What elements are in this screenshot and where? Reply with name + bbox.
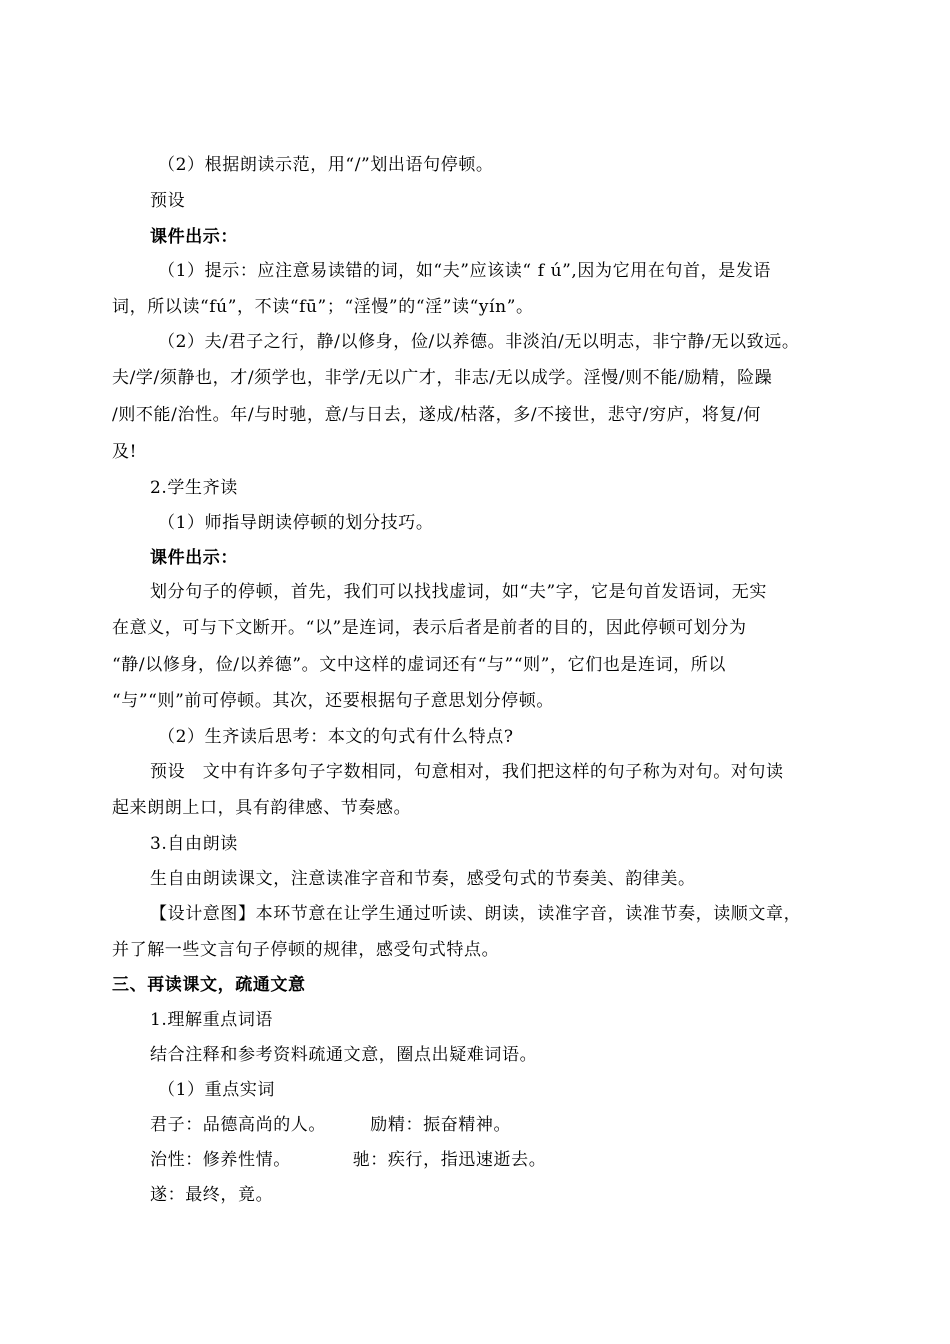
- heading-courseware: 课件出示：: [150, 548, 238, 568]
- section-heading: 3.自由朗读: [150, 834, 238, 854]
- text-line: 生自由朗读课文，注意读准字音和节奏，感受句式的节奏美、韵律美。: [150, 869, 696, 889]
- text-line: 划分句子的停顿，首先，我们可以找找虚词，如“夫”字，它是句首发语词，无实: [150, 582, 767, 602]
- text-line: 词，所以读“fú”，不读“fū”；“淫慢”的“淫”读“yín”。: [112, 297, 534, 317]
- text-line: （1）师指导朗读停顿的划分技巧。: [158, 513, 434, 533]
- vocab-line: 治性：修养性情。 驰：疾行，指迅速逝去。: [150, 1150, 547, 1170]
- design-intent: 【设计意图】本环节意在让学生通过听读、朗读，读准字音，读准节奏，读顺文章，: [150, 904, 802, 924]
- text-line: 预设 文中有许多句子字数相同，句意相对，我们把这样的句子称为对句。对句读: [150, 762, 784, 782]
- section-title: 三、再读课文，疏通文意: [112, 975, 306, 995]
- text-line: “静/以修身，俭/以养德”。文中这样的虚词还有“与”“则”，它们也是连词，所以: [112, 655, 726, 675]
- text-line: （2）根据朗读示范，用“/”划出语句停顿。: [158, 155, 494, 175]
- text-line: （2）生齐读后思考：本文的句式有什么特点?: [158, 727, 514, 747]
- text-line: （2）夫/君子之行，静/以修身，俭/以养德。非淡泊/无以明志，非宁静/无以致远。: [158, 332, 800, 352]
- text-line: （1）重点实词: [158, 1080, 276, 1100]
- text-line: “与”“则”前可停顿。其次，还要根据句子意思划分停顿。: [112, 691, 554, 711]
- text-line: （1）提示：应注意易读错的词，如“夫”应该读“ f ú”,因为它用在句首，是发语: [158, 261, 772, 281]
- text-line: 在意义，可与下文断开。“以”是连词，表示后者是前者的目的，因此停顿可划分为: [112, 618, 747, 638]
- heading-courseware: 课件出示：: [150, 227, 238, 247]
- section-heading: 2.学生齐读: [150, 478, 238, 498]
- section-heading: 1.理解重点词语: [150, 1010, 274, 1030]
- text-line: /则不能/治性。年/与时驰，意/与日去，遂成/枯落，多/不接世，悲守/穷庐，将复/何: [112, 405, 762, 425]
- text-line: 起来朗朗上口，具有韵律感、节奏感。: [112, 798, 412, 818]
- text-line: 预设: [150, 191, 186, 211]
- vocab-line: 遂：最终，竟。: [150, 1185, 274, 1205]
- text-line: 结合注释和参考资料疏通文意，圈点出疑难词语。: [150, 1045, 538, 1065]
- text-line: 并了解一些文言句子停顿的规律，感受句式特点。: [112, 940, 500, 960]
- vocab-line: 君子：品德高尚的人。 励精：振奋精神。: [150, 1115, 512, 1135]
- text-line: 及!: [112, 442, 138, 462]
- text-line: 夫/学/须静也，才/须学也，非学/无以广才，非志/无以成学。淫慢/则不能/励精，险躁: [112, 368, 773, 388]
